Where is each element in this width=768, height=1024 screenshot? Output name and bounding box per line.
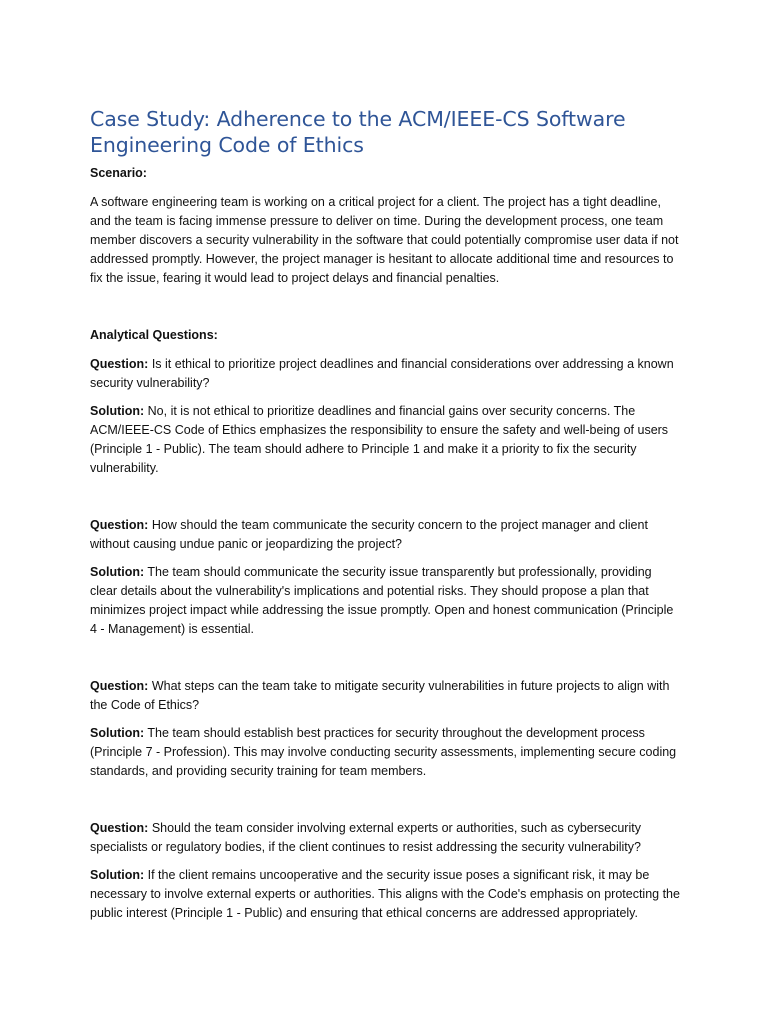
question-prefix: Question: (90, 518, 149, 532)
question-3 (90, 677, 680, 715)
scenario-text: A software engineering team is working on a critical project for a client. The project has a tight deadline, and the team is facing immense pressure to deliver on time. During the development process, one team member discovers a security vulnerability in the software that could potentially compromise user data if not addressed promptly. However, the project manager is hesitant to allocate additional time and resources to fix the issue, fearing it would lead to project delays and financial penalties. (90, 195, 679, 285)
solution-prefix: Solution: (90, 726, 145, 740)
scenario-label: Scenario: (90, 166, 147, 180)
solution-2 (90, 563, 680, 639)
question-2-text: How should the team communicate the security concern to the project manager and client without causing undue panic or jeopardizing the project? (90, 518, 648, 551)
document-title: Case Study: Adherence to the ACM/IEEE-CS Software Engineering Code of Ethics (90, 107, 626, 157)
solution-1-text: No, it is not ethical to prioritize deadlines and financial gains over security concerns. The ACM/IEEE-CS Code of Ethics emphasizes the responsibility to ensure the safety and well-being of users (Principle 1 - Public). The team should adhere to Principle 1 and make it a priority to fix the security vulnerability. (90, 404, 669, 475)
question-prefix: Question: (90, 357, 149, 371)
analytical-questions-label: Analytical Questions: (90, 328, 218, 342)
question-4-text: Should the team consider involving external experts or authorities, such as cybersecurity specialists or regulatory bodies, if the client continues to resist addressing the security vulnerability? (90, 821, 641, 854)
solution-4-text: If the client remains uncooperative and the security issue poses a significant risk, it may be necessary to involve external experts or authorities. This aligns with the Code's emphasis on protecting the public interest (Principle 1 - Public) and ensuring that ethical concerns are addressed appropriately. (90, 868, 680, 920)
solution-prefix: Solution: (90, 404, 145, 418)
question-1 (90, 355, 680, 393)
solution-3 (90, 724, 680, 781)
solution-prefix: Solution: (90, 868, 145, 882)
solution-3-text: The team should establish best practices for security throughout the development process (Principle 7 - Profession). This may involve conducting security assessments, implementing secure coding standards, and providing security training for team members. (90, 726, 677, 778)
question-3-text: What steps can the team take to mitigate security vulnerabilities in future projects to align with the Code of Ethics? (90, 679, 670, 712)
question-prefix: Question: (90, 679, 149, 693)
solution-4 (90, 866, 680, 923)
question-2 (90, 516, 680, 554)
question-4 (90, 819, 680, 857)
question-1-text: Is it ethical to prioritize project deadlines and financial considerations over addressing a known security vulnerability? (90, 357, 674, 390)
solution-prefix: Solution: (90, 565, 145, 579)
solution-1 (90, 402, 680, 478)
solution-2-text: The team should communicate the security issue transparently but professionally, providing clear details about the vulnerability's implications and potential risks. They should propose a plan that minimizes project impact while addressing the issue promptly. Open and honest communication (Principle 4 - Management) is essential. (90, 565, 674, 636)
question-prefix: Question: (90, 821, 149, 835)
document-page (90, 106, 680, 923)
